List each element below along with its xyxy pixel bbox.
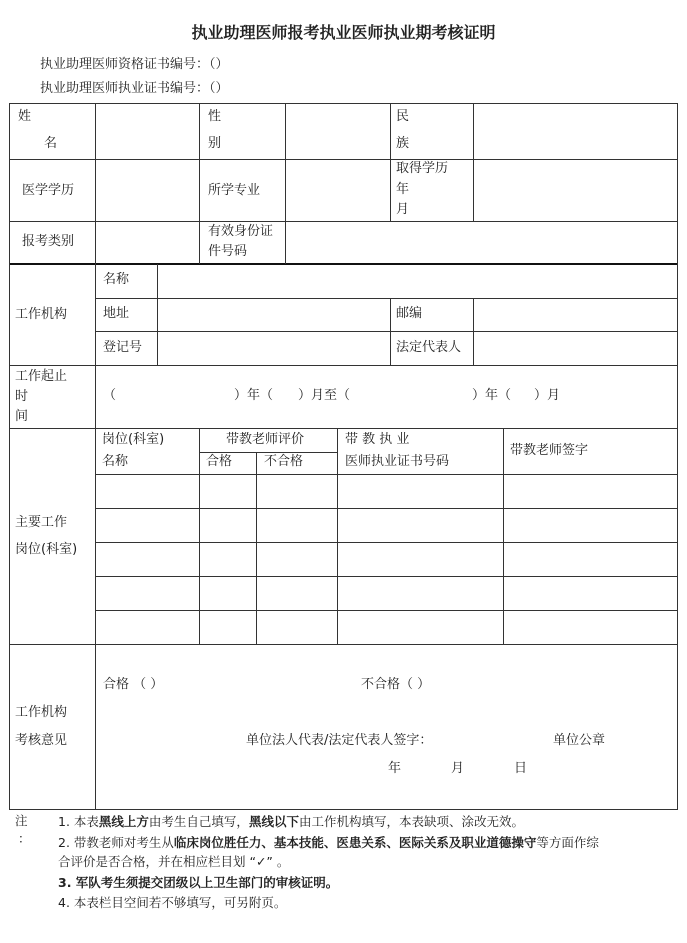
ethnicity-field[interactable] — [474, 104, 677, 159]
opinion-section-label: 工作机构 — [15, 705, 68, 720]
column-pass: 合格 — [206, 454, 233, 469]
education-date-year-label: 年 — [396, 182, 410, 197]
opinion-day-label: 日 — [514, 761, 528, 776]
opinion-fail-option[interactable]: 不合格（ ） — [361, 677, 431, 692]
column-teacher-evaluation: 带教老师评价 — [226, 432, 305, 447]
legal-representative-label: 法定代表人 — [396, 340, 462, 355]
name-label: 姓 — [18, 109, 32, 124]
work-period-label: 工作起止 — [15, 369, 68, 384]
practice-cert-number-label: 执业助理医师执业证书编号：（） — [40, 81, 229, 96]
registration-number-label: 登记号 — [103, 340, 143, 355]
position-row[interactable] — [96, 475, 677, 508]
note-2: 2. 带教老师对考生从临床岗位胜任力、基本技能、医患关系、医际关系及职业道德操守等方面作综 — [58, 835, 599, 850]
period-start-year-input[interactable] — [118, 380, 232, 414]
column-post-name-2: 名称 — [102, 454, 129, 469]
note-4: 4. 本表栏目空间若不够填写，可另附页。 — [58, 895, 287, 910]
position-row[interactable] — [96, 577, 677, 610]
major-label: 所学专业 — [208, 183, 261, 198]
work-period-label-2: 时 — [15, 389, 29, 404]
period-end-year-input[interactable] — [358, 380, 470, 414]
column-teacher-cert-2: 医师执业证书号码 — [345, 454, 450, 469]
gender-field[interactable] — [286, 104, 390, 159]
gender-label: 性 — [208, 109, 222, 124]
ethnicity-label-2: 族 — [396, 136, 410, 151]
period-start-year-text: ）年（ — [234, 388, 274, 403]
legal-representative-field[interactable] — [474, 332, 677, 365]
exam-category-field[interactable] — [96, 222, 199, 263]
unit-seal-label: 单位公章 — [553, 733, 606, 748]
period-end-year-text: ）年（ — [472, 388, 512, 403]
note-1: 1. 本表黑线上方由考生自己填写，黑线以下由工作机构填写，本表缺项、涂改无效。 — [58, 814, 524, 829]
period-end-month-text: ）月 — [534, 388, 561, 403]
period-start-month-input[interactable] — [277, 380, 297, 414]
note-3: 3. 军队考生须提交团级以上卫生部门的审核证明。 — [58, 875, 339, 890]
institution-name-field[interactable] — [158, 266, 677, 298]
gender-label-2: 别 — [208, 136, 222, 151]
column-fail: 不合格 — [264, 454, 304, 469]
notes-label-colon: ： — [18, 831, 31, 846]
major-field[interactable] — [286, 160, 390, 221]
education-date-field[interactable] — [474, 160, 677, 221]
position-row[interactable] — [96, 543, 677, 576]
opinion-pass-option[interactable]: 合格 （ ） — [103, 677, 164, 692]
positions-section-label: 主要工作 — [15, 515, 68, 530]
id-number-label-2: 件号码 — [208, 244, 248, 259]
education-field[interactable] — [96, 160, 199, 221]
id-number-field[interactable] — [286, 222, 677, 263]
ethnicity-label: 民 — [396, 109, 410, 124]
name-field[interactable] — [96, 104, 199, 159]
education-date-label: 取得学历 — [396, 161, 449, 176]
institution-name-label: 名称 — [103, 272, 130, 287]
opinion-month-label: 月 — [451, 761, 465, 776]
opinion-section-label-2: 考核意见 — [15, 733, 68, 748]
education-label: 医学学历 — [22, 183, 75, 198]
postcode-label: 邮编 — [396, 306, 423, 321]
notes-label: 注 — [15, 813, 28, 828]
period-open-paren: （ — [103, 388, 117, 403]
education-date-month-label: 月 — [396, 202, 410, 217]
column-teacher-cert: 带 教 执 业 — [345, 432, 410, 447]
positions-section-label-2: 岗位(科室) — [15, 542, 78, 557]
qualification-cert-number-label: 执业助理医师资格证书编号：（） — [40, 57, 229, 72]
note-2-continued: 合评价是否合格，并在相应栏目划 “✓” 。 — [58, 854, 290, 869]
position-row[interactable] — [96, 509, 677, 542]
exam-category-label: 报考类别 — [22, 234, 75, 249]
page-title: 执业助理医师报考执业医师执业期考核证明 — [191, 23, 496, 42]
name-label-2: 名 — [44, 136, 58, 151]
institution-section-label: 工作机构 — [15, 307, 68, 322]
divider-thick-line — [9, 263, 678, 265]
institution-address-field[interactable] — [158, 299, 390, 331]
column-post-name: 岗位(科室) — [102, 432, 165, 447]
period-start-month-text: ）月至（ — [298, 388, 351, 403]
position-row[interactable] — [96, 611, 677, 644]
institution-address-label: 地址 — [103, 306, 130, 321]
work-period-label-3: 间 — [15, 409, 29, 424]
registration-number-field[interactable] — [158, 332, 390, 365]
representative-signature-label: 单位法人代表/法定代表人签字： — [246, 733, 433, 748]
postcode-field[interactable] — [474, 299, 677, 331]
column-teacher-signature: 带教老师签字 — [510, 443, 589, 458]
period-end-month-input[interactable] — [512, 380, 532, 414]
opinion-year-label: 年 — [388, 761, 402, 776]
id-number-label: 有效身份证 — [208, 224, 274, 239]
